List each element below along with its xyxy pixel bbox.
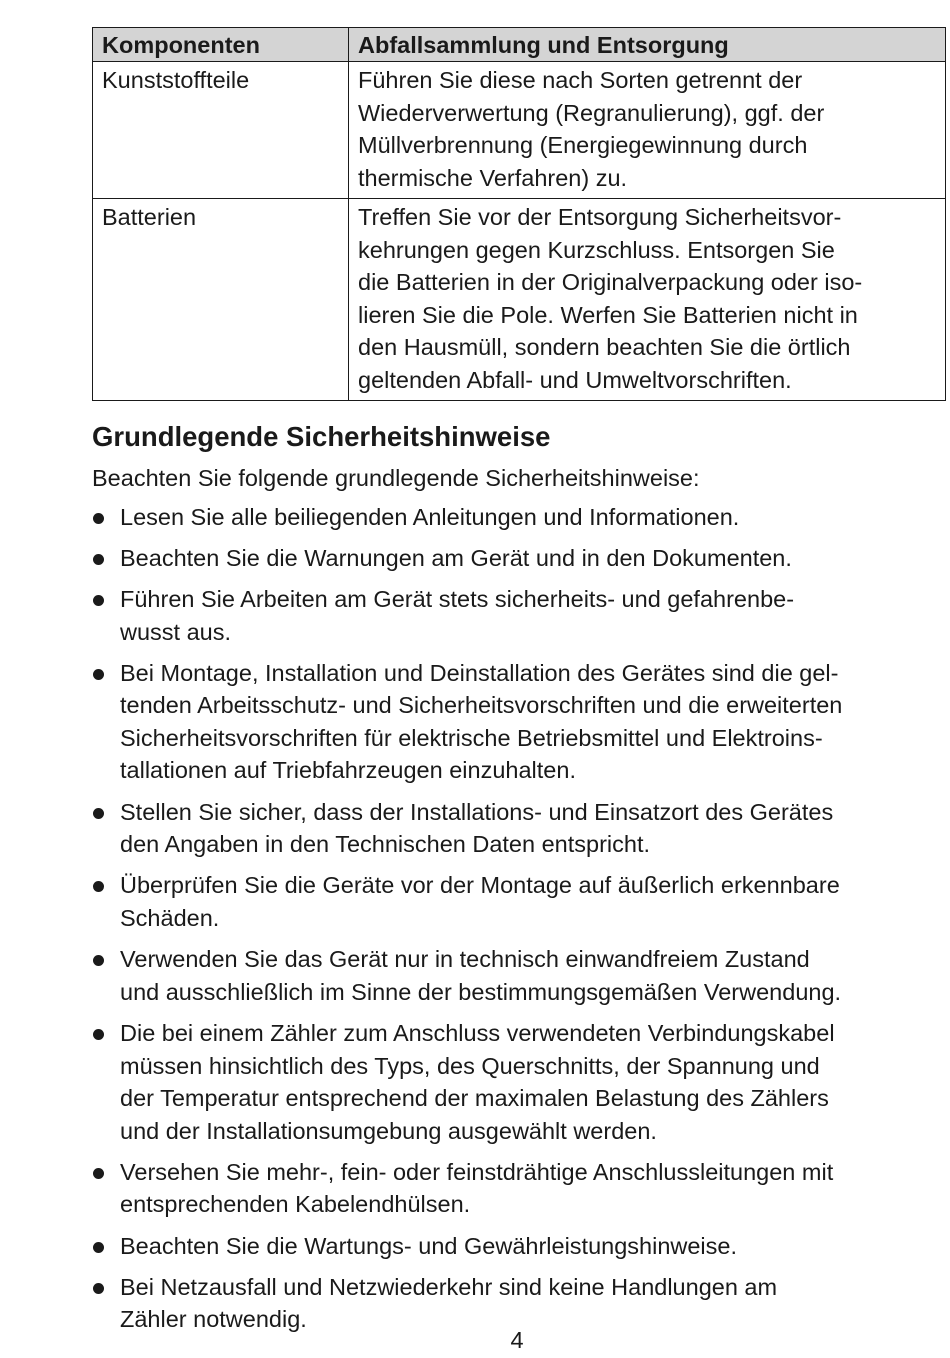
list-item-line: Verwenden Sie das Gerät nur in technisch einwandfreiem Zustand bbox=[120, 946, 810, 973]
list-item-line: wusst aus. bbox=[120, 618, 232, 645]
list-item-line: Die bei einem Zähler zum Anschluss verwendeten Verbindungskabel bbox=[120, 1020, 835, 1047]
list-item bbox=[92, 796, 945, 861]
description-line: geltenden Abfall- und Umweltvorschriften. bbox=[358, 366, 792, 393]
list-item-line: müssen hinsichtlich des Typs, des Querschnitts, der Spannung und bbox=[120, 1052, 820, 1079]
bullet-icon bbox=[93, 595, 104, 606]
row-component-batteries: Batterien bbox=[93, 199, 349, 401]
list-item-line: Schäden. bbox=[120, 904, 220, 931]
list-item-line: Sicherheitsvorschriften für elektrische Betriebsmittel und Elektroins- bbox=[120, 724, 823, 751]
bullet-icon bbox=[93, 881, 104, 892]
list-item-line: entsprechenden Kabelendhülsen. bbox=[120, 1191, 471, 1218]
document-page bbox=[92, 27, 945, 1345]
list-item bbox=[92, 943, 945, 1008]
list-item bbox=[92, 657, 945, 787]
description-line: Führen Sie diese nach Sorten getrennt der bbox=[358, 67, 803, 93]
table-row bbox=[93, 62, 946, 199]
list-item bbox=[92, 501, 945, 534]
bullet-icon bbox=[93, 1242, 104, 1253]
page-number: 4 bbox=[510, 1327, 524, 1353]
list-item-line: Beachten Sie die Wartungs- und Gewährleistungshinweise. bbox=[120, 1232, 738, 1259]
list-item bbox=[92, 583, 945, 648]
bullet-icon bbox=[93, 1029, 104, 1040]
list-item-line: tallationen auf Triebfahrzeugen einzuhalten. bbox=[120, 757, 576, 784]
bullet-icon bbox=[93, 955, 104, 966]
list-item-line: und der Installationsumgebung ausgewählt werden. bbox=[120, 1117, 657, 1144]
list-item-line: Versehen Sie mehr-, fein- oder feinstdrähtige Anschlussleitungen mit bbox=[120, 1158, 834, 1185]
bullet-icon bbox=[93, 669, 104, 680]
list-item-line: Stellen Sie sicher, dass der Installations- und Einsatzort des Gerätes bbox=[120, 798, 834, 825]
list-item-line: Lesen Sie alle beiliegenden Anleitungen und Informationen. bbox=[120, 503, 740, 530]
list-item-line: Führen Sie Arbeiten am Gerät stets sicherheits- und gefahrenbe- bbox=[120, 586, 795, 613]
list-item bbox=[92, 542, 945, 575]
header-disposal: Abfallsammlung und Entsorgung bbox=[349, 28, 946, 62]
list-item-line: und ausschließlich im Sinne der bestimmungsgemäßen Verwendung. bbox=[120, 978, 842, 1005]
row-description-batteries bbox=[349, 199, 946, 401]
safety-rules-list bbox=[92, 501, 945, 1336]
list-item bbox=[92, 1156, 945, 1221]
description-line: die Batterien in der Originalverpackung oder iso- bbox=[358, 269, 863, 295]
list-item-line: der Temperatur entsprechend der maximalen Belastung des Zählers bbox=[120, 1085, 829, 1112]
list-item-line: tenden Arbeitsschutz- und Sicherheitsvorschriften und die erweiterten bbox=[120, 692, 843, 719]
disposal-table bbox=[92, 27, 946, 401]
bullet-icon bbox=[93, 554, 104, 565]
list-item bbox=[92, 1230, 945, 1263]
table-header-row bbox=[93, 28, 946, 62]
list-item-line: Überprüfen Sie die Geräte vor der Montage auf äußerlich erkennbare bbox=[120, 872, 840, 899]
bullet-icon bbox=[93, 1283, 104, 1294]
list-item-line: Beachten Sie die Warnungen am Gerät und in den Dokumenten. bbox=[120, 544, 792, 571]
list-item-line: Zähler notwendig. bbox=[120, 1306, 307, 1333]
section-title: Grundlegende Sicherheitshinweise bbox=[92, 421, 551, 452]
list-item bbox=[92, 869, 945, 934]
section-intro: Beachten Sie folgende grundlegende Sicherheitshinweise: bbox=[92, 465, 700, 491]
bullet-icon bbox=[93, 1168, 104, 1179]
bullet-icon bbox=[93, 513, 104, 524]
description-line: Müllverbrennung (Energiegewinnung durch bbox=[358, 132, 808, 158]
row-component-plastics: Kunststoffteile bbox=[93, 62, 349, 199]
list-item-line: Bei Montage, Installation und Deinstallation des Gerätes sind die gel- bbox=[120, 659, 839, 686]
row-description-plastics bbox=[349, 62, 946, 199]
list-item-line: Bei Netzausfall und Netzwiederkehr sind keine Handlungen am bbox=[120, 1273, 778, 1300]
list-item bbox=[92, 1017, 945, 1147]
description-line: den Hausmüll, sondern beachten Sie die örtlich bbox=[358, 334, 851, 360]
description-line: kehrungen gegen Kurzschluss. Entsorgen Sie bbox=[358, 236, 835, 263]
list-item-line: den Angaben in den Technischen Daten entspricht. bbox=[120, 831, 651, 858]
bullet-icon bbox=[93, 808, 104, 819]
description-line: thermische Verfahren) zu. bbox=[358, 164, 628, 191]
description-line: Wiederverwertung (Regranulierung), ggf. der bbox=[358, 99, 825, 126]
description-line: Treffen Sie vor der Entsorgung Sicherheitsvor- bbox=[358, 204, 842, 230]
table-row bbox=[93, 199, 946, 401]
description-line: lieren Sie die Pole. Werfen Sie Batterien nicht in bbox=[358, 301, 858, 328]
header-components: Komponenten bbox=[93, 28, 349, 62]
